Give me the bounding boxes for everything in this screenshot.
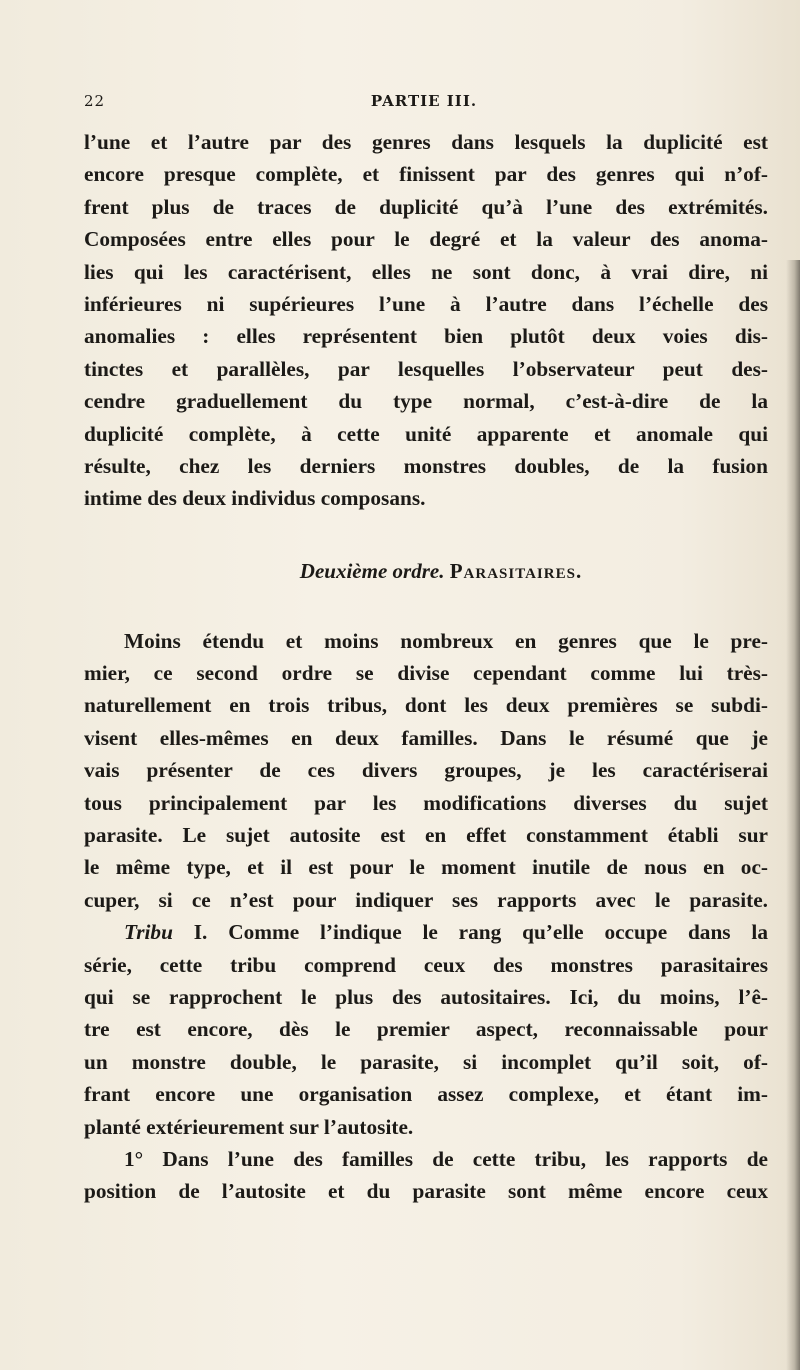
text-line: naturellement en trois tribus, dont les deux premières se subdi-	[84, 693, 768, 718]
text-line: le même type, et il est pour le moment inutile de nous en oc-	[84, 855, 768, 880]
running-head	[84, 92, 764, 116]
text-line: intime des deux individus composans.	[84, 486, 426, 511]
page-number: 22	[84, 92, 106, 110]
text-line: parasite. Le sujet autosite est en effet constamment établi sur	[84, 823, 768, 848]
tribe-label: Tribu	[124, 920, 173, 945]
text-line: frent plus de traces de duplicité qu’à l’une des extrémités.	[84, 194, 768, 219]
section-heading	[84, 555, 768, 587]
text-line: inférieures ni supérieures l’une à l’autre dans l’échelle des	[84, 291, 768, 316]
tribe-line-rest: I. Comme l’indique le rang qu’elle occupe dans la	[172, 920, 768, 945]
section-heading-order: Deuxième ordre.	[299, 558, 445, 583]
text-line: lies qui les caractérisent, elles ne sont donc, à vrai dire, ni	[84, 259, 768, 284]
text-line: tous principalement par les modifications diverses du sujet	[84, 790, 768, 815]
text-line: un monstre double, le parasite, si incomplet qu’il soit, of-	[84, 1049, 768, 1074]
text-line: duplicité complète, à cette unité apparente et anomale qui	[84, 421, 768, 446]
part-title: PARTIE III.	[370, 92, 478, 110]
text-line: Moins étendu et moins nombreux en genres que le pre-	[124, 628, 768, 653]
text-line: frant encore une organisation assez complexe, et étant im-	[84, 1082, 768, 1107]
paragraph-4	[84, 1143, 768, 1208]
text-line: tinctes et parallèles, par lesquelles l’observateur peut des-	[84, 356, 768, 381]
text-line: anomalies : elles représentent bien plutôt deux voies dis-	[84, 324, 768, 349]
text-line: visent elles-mêmes en deux familles. Dans le résumé que je	[84, 725, 768, 750]
text-line: résulte, chez les derniers monstres doubles, de la fusion	[84, 453, 768, 478]
section-heading-title: Parasitaires.	[449, 558, 583, 583]
text-line: Composées entre elles pour le degré et la valeur des anoma-	[84, 227, 768, 252]
text-line: planté extérieurement sur l’autosite.	[84, 1114, 414, 1139]
text-line: 1° Dans l’une des familles de cette tribu, les rapports de	[124, 1146, 768, 1171]
text-line: l’une et l’autre par des genres dans lesquels la duplicité est	[84, 130, 768, 154]
paragraph-1	[84, 126, 768, 515]
text-line: cuper, si ce n’est pour indiquer ses rapports avec le parasite.	[84, 887, 768, 912]
text-line: encore presque complète, et finissent par des genres qui n’of-	[84, 162, 768, 187]
text-line: position de l’autosite et du parasite sont même encore ceux	[84, 1179, 768, 1204]
text-line: tre est encore, dès le premier aspect, reconnaissable pour	[84, 1017, 768, 1042]
page-edge-shadow	[786, 260, 800, 1370]
paragraph-2	[84, 625, 768, 917]
text-line: qui se rapprochent le plus des autositaires. Ici, du moins, l’ê-	[84, 984, 768, 1009]
text-line	[84, 916, 768, 948]
text-line: vais présenter de ces divers groupes, je les caractériserai	[84, 758, 768, 783]
paragraph-3	[84, 916, 768, 1143]
text-line: mier, ce second ordre se divise cependant comme lui très-	[84, 661, 768, 686]
body-text	[84, 126, 768, 1208]
text-line: série, cette tribu comprend ceux des monstres parasitaires	[84, 952, 768, 977]
text-line: cendre graduellement du type normal, c’est-à-dire de la	[84, 389, 768, 414]
